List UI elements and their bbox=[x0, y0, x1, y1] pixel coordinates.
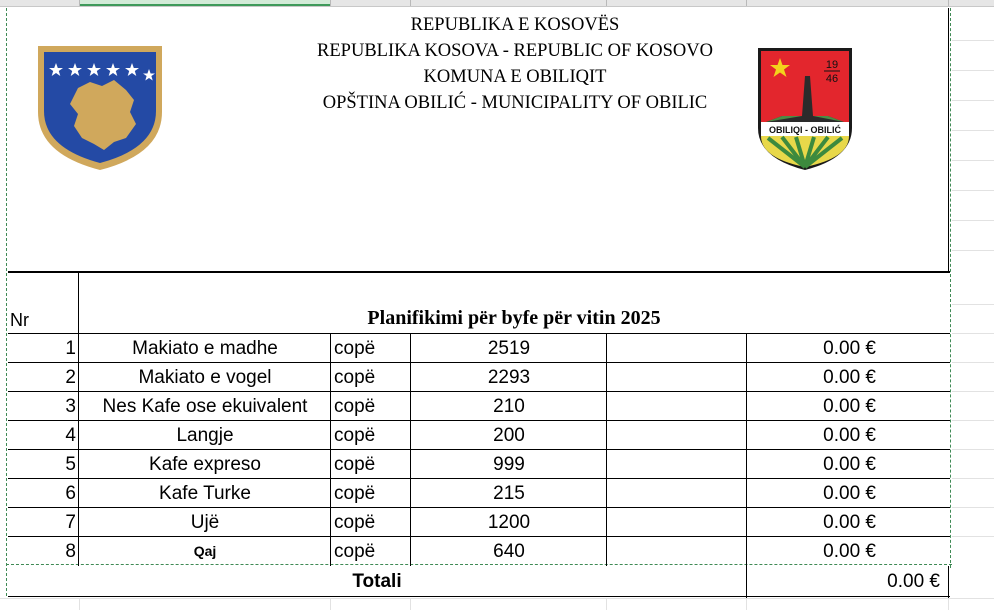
column-header-strip[interactable] bbox=[0, 0, 994, 7]
gridline bbox=[79, 598, 80, 610]
header-line-4: OPŠTINA OBILIĆ - MUNICIPALITY OF OBILIC bbox=[322, 93, 708, 113]
gridline bbox=[606, 598, 607, 610]
gridline bbox=[952, 250, 994, 251]
gridline bbox=[410, 598, 411, 610]
row-number[interactable]: 8 bbox=[65, 541, 76, 562]
gridline bbox=[952, 190, 994, 191]
emblem-year-top: 19 bbox=[825, 59, 839, 71]
item-quantity[interactable]: 1200 bbox=[487, 512, 531, 533]
gridline bbox=[952, 160, 994, 161]
column-separator bbox=[410, 0, 411, 6]
emblem-banner: OBILIQI - OBILIĆ bbox=[769, 125, 841, 135]
item-name[interactable]: Makiato e vogel bbox=[138, 367, 272, 388]
item-amount[interactable]: 0.00 € bbox=[823, 483, 876, 504]
item-amount[interactable]: 0.00 € bbox=[823, 367, 876, 388]
item-name[interactable]: Makiato e madhe bbox=[132, 338, 278, 359]
item-unit[interactable]: copë bbox=[334, 483, 376, 504]
gridline bbox=[952, 420, 994, 421]
gridline bbox=[952, 333, 994, 334]
table-border bbox=[948, 566, 949, 598]
item-unit[interactable]: copë bbox=[334, 425, 376, 446]
item-quantity[interactable]: 2519 bbox=[487, 338, 531, 359]
item-quantity[interactable]: 210 bbox=[493, 396, 525, 417]
gridline bbox=[952, 304, 994, 305]
gridline bbox=[952, 100, 994, 101]
gridline bbox=[952, 391, 994, 392]
header-line-3: KOMUNA E OBILIQIT bbox=[423, 67, 607, 87]
item-amount[interactable]: 0.00 € bbox=[823, 541, 876, 562]
item-amount[interactable]: 0.00 € bbox=[823, 338, 876, 359]
item-name[interactable]: Nes Kafe ose ekuivalent bbox=[102, 396, 308, 417]
row-number[interactable]: 7 bbox=[65, 512, 76, 533]
column-separator bbox=[746, 0, 747, 6]
column-separator bbox=[79, 0, 80, 6]
table-top-border bbox=[8, 271, 950, 273]
gridline bbox=[952, 70, 994, 71]
item-amount[interactable]: 0.00 € bbox=[823, 425, 876, 446]
item-quantity[interactable]: 640 bbox=[493, 541, 525, 562]
item-amount[interactable]: 0.00 € bbox=[823, 512, 876, 533]
print-area-border bbox=[950, 8, 951, 568]
item-unit[interactable]: copë bbox=[334, 396, 376, 417]
item-quantity[interactable]: 215 bbox=[493, 483, 525, 504]
gridline bbox=[0, 598, 994, 599]
obiliq-municipal-emblem bbox=[756, 46, 854, 172]
table-border bbox=[78, 272, 79, 566]
total-value[interactable]: 0.00 € bbox=[887, 571, 940, 592]
gridline bbox=[952, 449, 994, 450]
row-number[interactable]: 5 bbox=[65, 454, 76, 475]
total-label[interactable]: Totali bbox=[352, 571, 402, 592]
item-unit[interactable]: copë bbox=[334, 338, 376, 359]
row-number[interactable]: 3 bbox=[65, 396, 76, 417]
item-name[interactable]: Langje bbox=[176, 425, 234, 446]
item-name[interactable]: Kafe expreso bbox=[149, 454, 261, 475]
item-name[interactable]: Kafe Turke bbox=[159, 483, 251, 504]
item-unit[interactable]: copë bbox=[334, 512, 376, 533]
item-quantity[interactable]: 999 bbox=[493, 454, 525, 475]
column-separator bbox=[948, 0, 949, 6]
table-border bbox=[330, 333, 331, 566]
item-name[interactable]: Qaj bbox=[193, 543, 217, 559]
item-quantity[interactable]: 2293 bbox=[487, 367, 531, 388]
table-border bbox=[8, 596, 950, 597]
item-unit[interactable]: copë bbox=[334, 541, 376, 562]
gridline bbox=[330, 598, 331, 610]
row-number[interactable]: 6 bbox=[65, 483, 76, 504]
gridline bbox=[948, 598, 949, 610]
table-title[interactable]: Planifikimi për byfe për vitin 2025 bbox=[367, 307, 661, 329]
table-border bbox=[948, 8, 949, 272]
table-border bbox=[746, 333, 747, 598]
item-unit[interactable]: copë bbox=[334, 454, 376, 475]
gridline bbox=[952, 536, 994, 537]
row-number[interactable]: 4 bbox=[65, 425, 76, 446]
row-number[interactable]: 2 bbox=[65, 367, 76, 388]
table-border bbox=[606, 333, 607, 566]
item-quantity[interactable]: 200 bbox=[493, 425, 525, 446]
kosovo-coat-of-arms bbox=[34, 42, 166, 174]
column-separator bbox=[606, 0, 607, 6]
gridline bbox=[952, 507, 994, 508]
emblem-year-bottom: 46 bbox=[825, 73, 839, 85]
item-amount[interactable]: 0.00 € bbox=[823, 396, 876, 417]
print-area-border bbox=[6, 8, 7, 596]
gridline bbox=[952, 362, 994, 363]
item-amount[interactable]: 0.00 € bbox=[823, 454, 876, 475]
item-unit[interactable]: copë bbox=[334, 367, 376, 388]
selected-column-header[interactable] bbox=[80, 0, 330, 6]
gridline bbox=[952, 220, 994, 221]
header-line-2: REPUBLIKA KOSOVA - REPUBLIC OF KOSOVO bbox=[317, 41, 713, 61]
gridline bbox=[952, 40, 994, 41]
row-number[interactable]: 1 bbox=[65, 338, 76, 359]
gridline bbox=[746, 598, 747, 610]
nr-column-header[interactable]: Nr bbox=[10, 310, 29, 330]
table-border bbox=[410, 333, 411, 566]
gridline bbox=[952, 130, 994, 131]
column-separator bbox=[330, 0, 331, 6]
item-name[interactable]: Ujë bbox=[190, 512, 220, 533]
gridline bbox=[952, 478, 994, 479]
header-line-1: REPUBLIKA E KOSOVËS bbox=[410, 15, 620, 35]
